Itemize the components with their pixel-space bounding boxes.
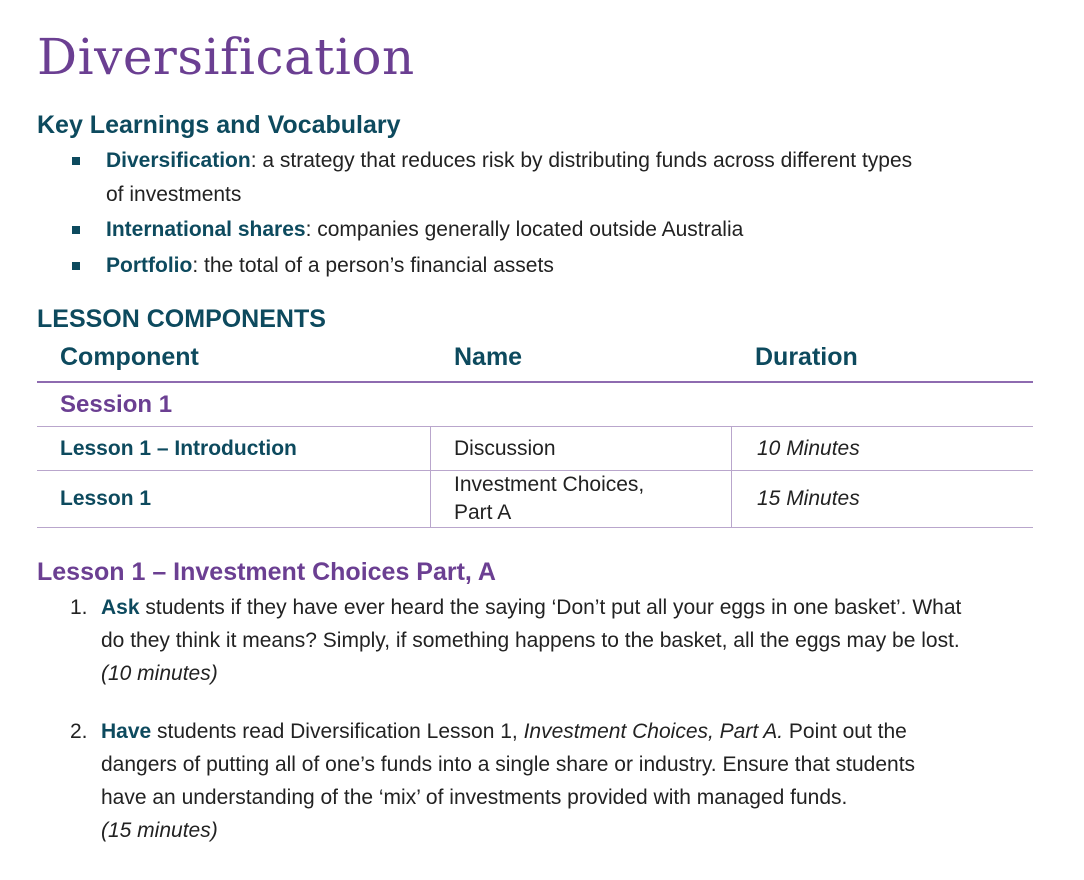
table-cell-duration: 10 Minutes [757,437,860,460]
vocabulary-definition-continued: of investments [106,183,242,206]
session-label: Session 1 [60,391,173,418]
vocabulary-term: International shares [106,218,306,241]
vocabulary-definition: : the total of a person’s financial assets [192,254,554,277]
table-cell-duration: 15 Minutes [757,487,860,510]
step-duration: (10 minutes) [101,662,218,685]
lesson-components-heading: LESSON COMPONENTS [37,305,326,333]
square-bullet-icon [72,262,80,270]
row-divider [37,527,1033,528]
key-learnings-heading: Key Learnings and Vocabulary [37,111,401,139]
table-cell-component: Lesson 1 – Introduction [60,437,297,460]
square-bullet-icon [72,157,80,165]
column-header-component: Component [60,343,199,371]
column-divider [430,426,431,527]
square-bullet-icon [72,226,80,234]
step-number: 1. [70,596,88,619]
table-cell-name: Discussion [454,437,556,460]
table-cell-name: Investment Choices, Part A [454,473,645,524]
step-duration: (15 minutes) [101,819,218,842]
vocabulary-definition: : a strategy that reduces risk by distributing funds across different types [250,149,913,172]
column-divider [731,426,732,527]
page-title: Diversification [37,28,415,86]
column-header-duration: Duration [755,343,858,371]
step-verb: Have [101,720,152,743]
vocabulary-definition: : companies generally located outside Australia [305,218,744,241]
step-number: 2. [70,720,88,743]
section-heading: Lesson 1 – Investment Choices Part, A [37,558,496,586]
vocabulary-term: Portfolio [106,254,193,277]
step-verb: Ask [101,596,140,619]
vocabulary-term: Diversification [106,149,251,172]
row-divider [37,426,1033,427]
column-header-name: Name [454,343,523,371]
header-divider [37,381,1033,383]
table-cell-component: Lesson 1 [60,487,152,510]
